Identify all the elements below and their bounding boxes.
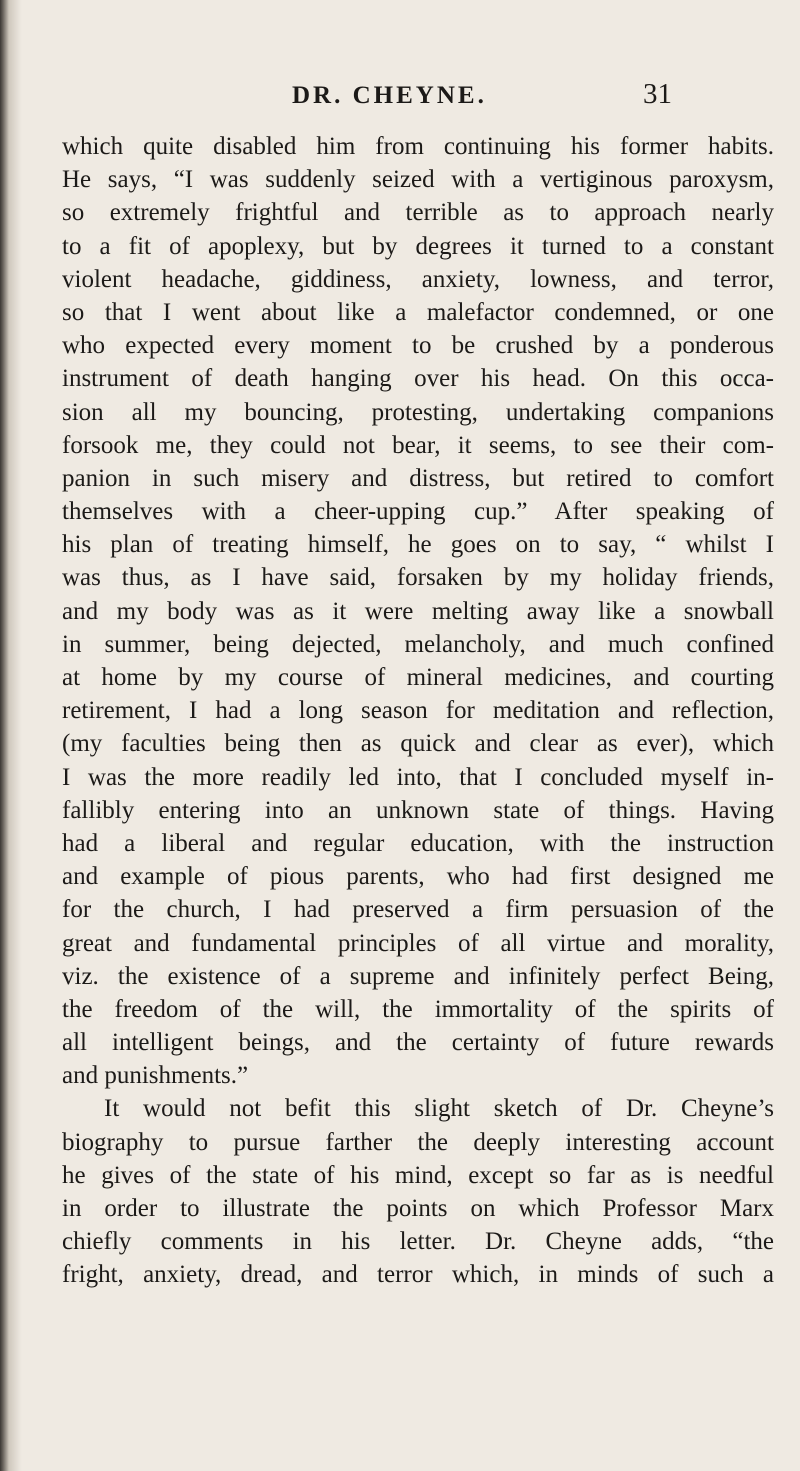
text-line: at home by my course of mineral medicines, and courting (62, 664, 774, 691)
running-head: DR. CHEYNE. (292, 82, 487, 109)
text-line: which quite disabled him from continuing his former habits. (62, 133, 774, 160)
text-line: in order to illustrate the points on which Professor Marx (62, 1195, 774, 1222)
text-line: chiefly comments in his letter. Dr. Cheyne adds, “the (62, 1228, 774, 1256)
page-header (0, 78, 800, 118)
text-line: was thus, as I have said, forsaken by my holiday friends, (62, 564, 774, 592)
text-line: in summer, being dejected, melancholy, and much confined (62, 630, 774, 658)
text-line: viz. the existence of a supreme and infinitely perfect Being, (62, 962, 774, 990)
text-line: who expected every moment to be crushed by a ponderous (62, 332, 774, 360)
text-line: and my body was as it were melting away like a snowball (62, 597, 774, 625)
text-line: he gives of the state of his mind, except so far as is needful (62, 1161, 774, 1189)
text-line: instrument of death hanging over his head. On this occa- (62, 365, 774, 393)
text-line: panion in such misery and distress, but retired to comfort (62, 464, 774, 492)
text-line: for the church, I had preserved a firm persuasion of the (62, 896, 774, 924)
page-gutter-shadow (0, 0, 22, 1471)
text-line: fright, anxiety, dread, and terror which, in minds of such a (62, 1261, 774, 1289)
text-line: so extremely frightful and terrible as to approach nearly (62, 199, 774, 227)
text-line: and example of pious parents, who had first designed me (62, 863, 774, 891)
text-line: fallibly entering into an unknown state of things. Having (62, 796, 774, 824)
text-line: the freedom of the will, the immortality of the spirits of (62, 995, 774, 1023)
text-line: so that I went about like a malefactor condemned, or one (62, 298, 774, 326)
text-line: themselves with a cheer-upping cup.” After speaking of (62, 498, 774, 526)
text-line: retirement, I had a long season for meditation and reflection, (62, 697, 774, 725)
text-line: his plan of treating himself, he goes on to say, “ whilst I (62, 531, 774, 559)
text-line: to a fit of apoplexy, but by degrees it turned to a constant (62, 232, 774, 260)
text-line: forsook me, they could not bear, it seems, to see their com- (62, 431, 774, 459)
text-line: sion all my bouncing, protesting, undertaking companions (62, 398, 774, 426)
paragraph-start-line: It would not befit this slight sketch of Dr. Cheyne’s (104, 1095, 774, 1123)
text-line: had a liberal and regular education, with the instruction (62, 829, 774, 857)
text-line: (my faculties being then as quick and clear as ever), which (62, 730, 774, 758)
text-line: I was the more readily led into, that I concluded myself in- (62, 763, 774, 791)
text-line: biography to pursue farther the deeply interesting account (62, 1128, 774, 1156)
page-number: 31 (643, 78, 672, 110)
text-line: all intelligent beings, and the certainty of future rewards (62, 1029, 774, 1057)
text-line: He says, “I was suddenly seized with a vertiginous paroxysm, (62, 166, 774, 194)
paragraph-end-line: and punishments.” (62, 1062, 249, 1090)
text-line: great and fundamental principles of all virtue and morality, (62, 929, 774, 957)
text-line: violent headache, giddiness, anxiety, lowness, and terror, (62, 265, 774, 293)
body-text (62, 130, 774, 1292)
